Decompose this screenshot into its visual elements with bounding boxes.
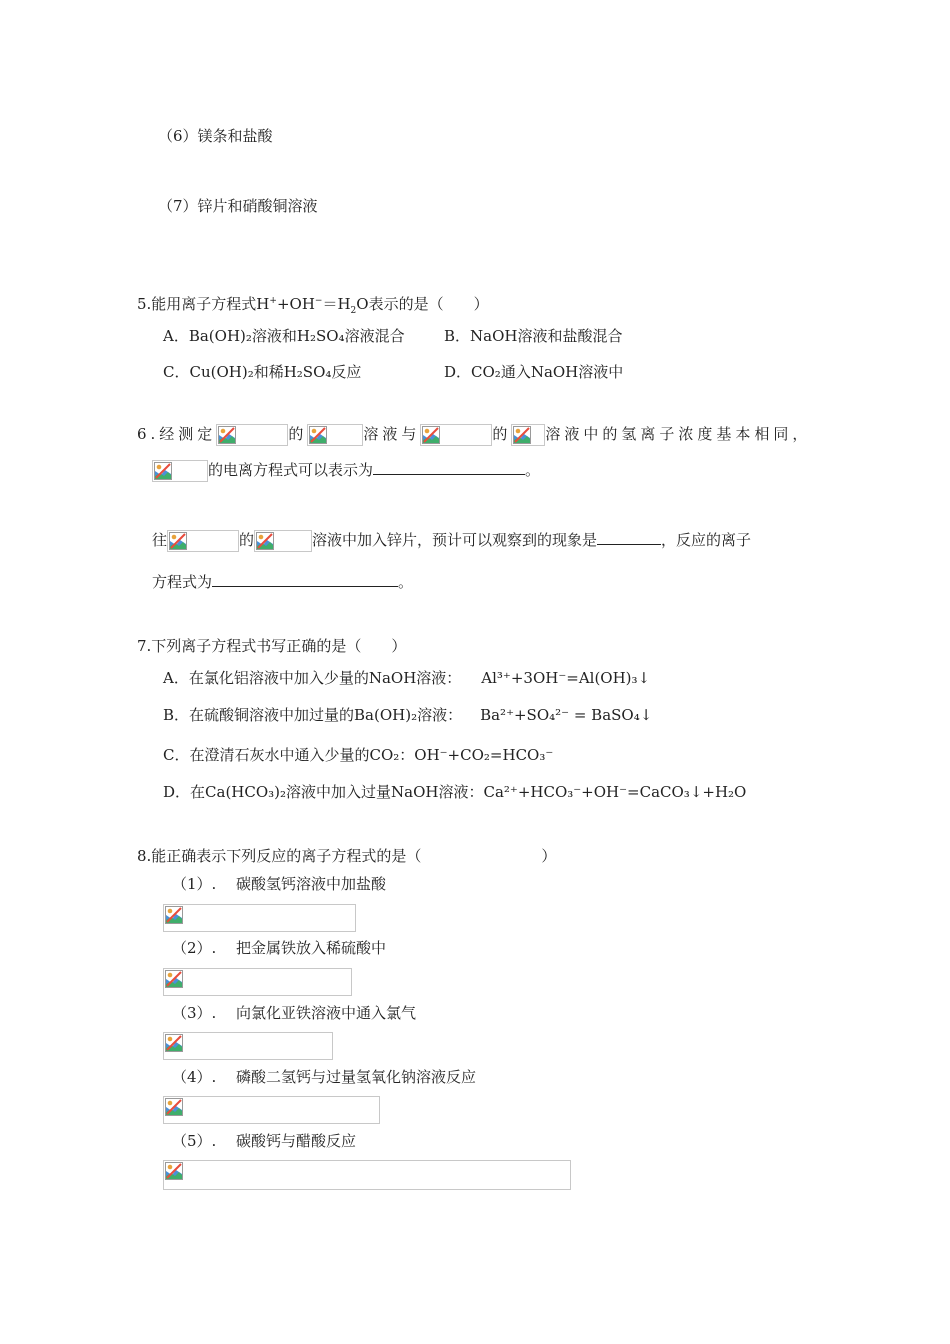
broken-image-icon: [165, 1098, 183, 1116]
q7-option-c[interactable]: C．在澄清石灰水中通入少量的CO₂：OH⁻+CO₂=HCO₃⁻: [163, 746, 554, 764]
q5-option-a[interactable]: A．Ba(OH)₂溶液和H₂SO₄溶液混合: [163, 327, 405, 345]
broken-image-icon: [513, 426, 531, 444]
answer-blank[interactable]: [597, 530, 661, 545]
broken-image-icon: [309, 426, 327, 444]
answer-blank[interactable]: [212, 572, 398, 587]
q8-equation-image-2: [163, 968, 352, 996]
q5-option-d[interactable]: D．CO₂通入NaOH溶液中: [444, 363, 624, 381]
q4-item-7: （7）锌片和硝酸铜溶液: [158, 197, 318, 215]
q8-equation-image-5: [163, 1160, 571, 1190]
q7-option-a[interactable]: A．在氯化铝溶液中加入少量的NaOH溶液： Al³⁺+3OH⁻=Al(OH)₃↓: [163, 669, 651, 687]
q6-line-1: 6.经测定 的 溶液与 的 溶液中的氢离子浓度基本相同，: [137, 424, 811, 446]
broken-image-icon: [218, 426, 236, 444]
q6-line-2: 的电离方程式可以表示为 。: [152, 460, 540, 482]
broken-image: [307, 424, 363, 446]
broken-image-icon: [169, 532, 187, 550]
q8-equation-image-4: [163, 1096, 380, 1124]
q7-option-d[interactable]: D．在Ca(HCO₃)₂溶液中加入过量NaOH溶液：Ca²⁺+HCO₃⁻+OH⁻=CaCO₃↓+H₂O: [163, 783, 747, 801]
q8-item-1: （1）. 碳酸氢钙溶液中加盐酸: [172, 875, 387, 893]
q5-option-b[interactable]: B．NaOH溶液和盐酸混合: [444, 327, 623, 345]
q4-item-6: （6）镁条和盐酸: [158, 127, 273, 145]
q8-equation-image-1: [163, 904, 356, 932]
broken-image: [420, 424, 492, 446]
broken-image: [163, 1032, 333, 1060]
q8-stem: 8.能正确表示下列反应的离子方程式的是（ ）: [137, 847, 557, 865]
q8-item-5: （5）. 碳酸钙与醋酸反应: [172, 1132, 357, 1150]
q8-equation-image-3: [163, 1032, 333, 1060]
broken-image-icon: [165, 906, 183, 924]
q5-option-c[interactable]: C．Cu(OH)₂和稀H₂SO₄反应: [163, 363, 362, 381]
broken-image: [216, 424, 288, 446]
broken-image: [152, 460, 208, 482]
q7-stem: 7.下列离子方程式书写正确的是（ ）: [137, 637, 407, 655]
answer-blank[interactable]: [373, 460, 525, 475]
broken-image: [163, 1096, 380, 1124]
broken-image: [511, 424, 545, 446]
broken-image: [163, 1160, 571, 1190]
q8-item-4: （4）. 磷酸二氢钙与过量氢氧化钠溶液反应: [172, 1068, 477, 1086]
q6-line-4: 方程式为 。: [152, 573, 414, 591]
broken-image-icon: [422, 426, 440, 444]
broken-image-icon: [165, 1162, 183, 1180]
broken-image-icon: [256, 532, 274, 550]
q7-option-b[interactable]: B．在硫酸铜溶液中加过量的Ba(OH)₂溶液： Ba²⁺+SO₄²⁻ = BaSO₄↓: [163, 706, 653, 724]
q6-line-3: 往 的 溶液中加入锌片，预计可以观察到的现象是 ，反应的离子: [152, 530, 751, 552]
broken-image: [163, 904, 356, 932]
q8-item-2: （2）. 把金属铁放入稀硫酸中: [172, 939, 387, 957]
broken-image-icon: [165, 970, 183, 988]
broken-image: [254, 530, 312, 552]
broken-image: [167, 530, 239, 552]
broken-image: [163, 968, 352, 996]
q8-item-3: （3）. 向氯化亚铁溶液中通入氯气: [172, 1004, 417, 1022]
q5-stem: 5.能用离子方程式$H^++OH^-=H_2O$表示的是（ ）: [137, 295, 489, 316]
broken-image-icon: [154, 462, 172, 480]
broken-image-icon: [165, 1034, 183, 1052]
